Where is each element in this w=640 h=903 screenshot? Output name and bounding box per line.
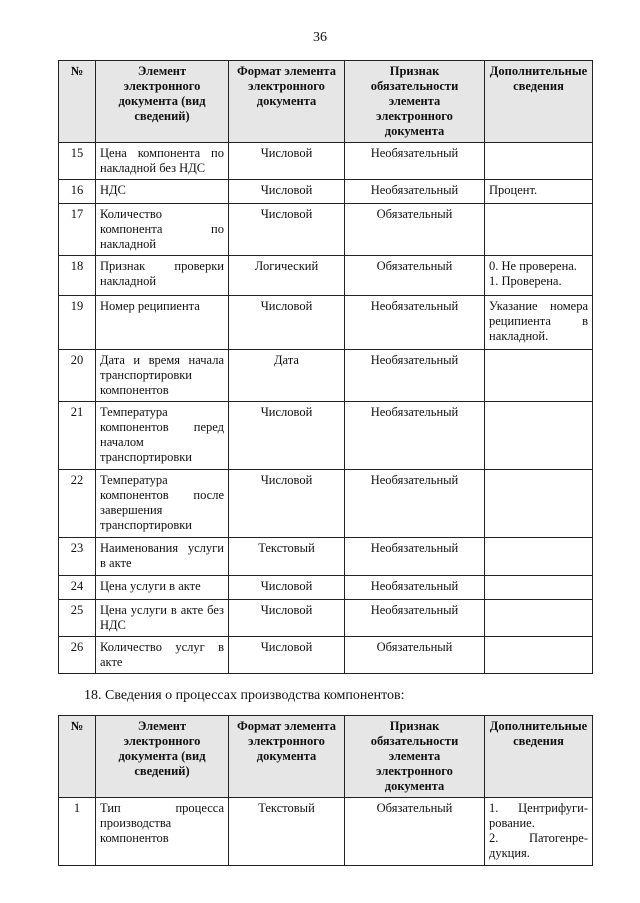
row-num: 25 (59, 600, 96, 637)
row-info (485, 350, 593, 402)
table-header-row (59, 716, 593, 798)
table-header-row (59, 61, 593, 143)
table-row (59, 296, 593, 350)
row-required: Необязательный (345, 296, 485, 350)
components-table (58, 60, 593, 674)
row-format: Числовой (229, 180, 345, 204)
row-required: Необязательный (345, 576, 485, 600)
row-info (485, 180, 593, 204)
col-header-num: № (59, 61, 96, 143)
col-header-num: № (59, 716, 96, 798)
row-format: Текстовый (229, 798, 345, 866)
col-header-info: Дополнительные сведения (485, 61, 593, 143)
row-element: Цена компонента по накладной без НДС (96, 143, 229, 180)
row-info (485, 470, 593, 538)
row-info-line: Процент. (489, 183, 538, 197)
processes-table (58, 715, 593, 866)
row-element: Цена услуги в акте без НДС (96, 600, 229, 637)
row-info-line: Указание номера реципиента в накладной. (489, 299, 588, 343)
col-header-required: Признак обязательности элемента электронного документа (345, 61, 485, 143)
table-body (59, 798, 593, 866)
table-row (59, 256, 593, 296)
row-format: Числовой (229, 637, 345, 674)
row-info (485, 296, 593, 350)
row-element: НДС (96, 180, 229, 204)
row-info-line: 1. Центрифуги-рование. (489, 801, 588, 830)
row-info (485, 576, 593, 600)
row-info-line: 0. Не проверена. (489, 259, 577, 273)
row-num: 17 (59, 204, 96, 256)
row-format: Числовой (229, 600, 345, 637)
row-num: 22 (59, 470, 96, 538)
table-body (59, 143, 593, 674)
row-required: Необязательный (345, 143, 485, 180)
row-format: Числовой (229, 470, 345, 538)
row-info (485, 204, 593, 256)
row-required: Необязательный (345, 402, 485, 470)
table-row (59, 143, 593, 180)
row-info-line: 2. Патогенре-дукция. (489, 831, 588, 860)
table-row (59, 538, 593, 576)
table-row (59, 204, 593, 256)
row-format: Дата (229, 350, 345, 402)
row-format: Числовой (229, 402, 345, 470)
col-header-format: Формат элемента электронного документа (229, 61, 345, 143)
table-row (59, 798, 593, 866)
row-format: Числовой (229, 576, 345, 600)
row-element: Дата и время начала транспортировки компонентов (96, 350, 229, 402)
row-element: Тип процесса производства компонентов (96, 798, 229, 866)
table-row (59, 180, 593, 204)
row-required: Необязательный (345, 350, 485, 402)
row-num: 15 (59, 143, 96, 180)
col-header-required: Признак обязательности элемента электронного документа (345, 716, 485, 798)
row-num: 18 (59, 256, 96, 296)
col-header-element: Элемент электронного документа (вид сведений) (96, 716, 229, 798)
page-number: 36 (313, 30, 327, 45)
row-required: Необязательный (345, 470, 485, 538)
row-element: Цена услуги в акте (96, 576, 229, 600)
table-row (59, 470, 593, 538)
row-info (485, 256, 593, 296)
row-num: 23 (59, 538, 96, 576)
col-header-info: Дополнительные сведения (485, 716, 593, 798)
row-required: Необязательный (345, 600, 485, 637)
row-num: 19 (59, 296, 96, 350)
row-element: Количество услуг в акте (96, 637, 229, 674)
row-required: Обязательный (345, 256, 485, 296)
row-info (485, 600, 593, 637)
row-element: Количество компонента по накладной (96, 204, 229, 256)
row-required: Необязательный (345, 538, 485, 576)
row-element: Температура компонентов после завершения транспортировки (96, 470, 229, 538)
row-info (485, 402, 593, 470)
row-num: 1 (59, 798, 96, 866)
row-required: Необязательный (345, 180, 485, 204)
row-required: Обязательный (345, 204, 485, 256)
row-element: Номер реципиента (96, 296, 229, 350)
row-info (485, 538, 593, 576)
row-element: Признак проверки накладной (96, 256, 229, 296)
row-format: Числовой (229, 143, 345, 180)
col-header-format: Формат элемента электронного документа (229, 716, 345, 798)
row-num: 24 (59, 576, 96, 600)
row-required: Обязательный (345, 798, 485, 866)
row-element: Наименования услуги в акте (96, 538, 229, 576)
table-row (59, 402, 593, 470)
section-title: 18. Сведения о процессах производства компонентов: (84, 688, 405, 703)
row-format: Числовой (229, 204, 345, 256)
row-format: Текстовый (229, 538, 345, 576)
row-format: Числовой (229, 296, 345, 350)
row-num: 21 (59, 402, 96, 470)
table-row (59, 350, 593, 402)
row-info (485, 637, 593, 674)
row-info (485, 143, 593, 180)
table-row (59, 576, 593, 600)
row-info-line: 1. Проверена. (489, 274, 562, 288)
row-info (485, 798, 593, 866)
row-element: Температура компонентов перед началом транспортировки (96, 402, 229, 470)
row-num: 16 (59, 180, 96, 204)
table-row (59, 637, 593, 674)
table-row (59, 600, 593, 637)
row-required: Обязательный (345, 637, 485, 674)
row-num: 20 (59, 350, 96, 402)
row-num: 26 (59, 637, 96, 674)
row-format: Логический (229, 256, 345, 296)
col-header-element: Элемент электронного документа (вид сведений) (96, 61, 229, 143)
